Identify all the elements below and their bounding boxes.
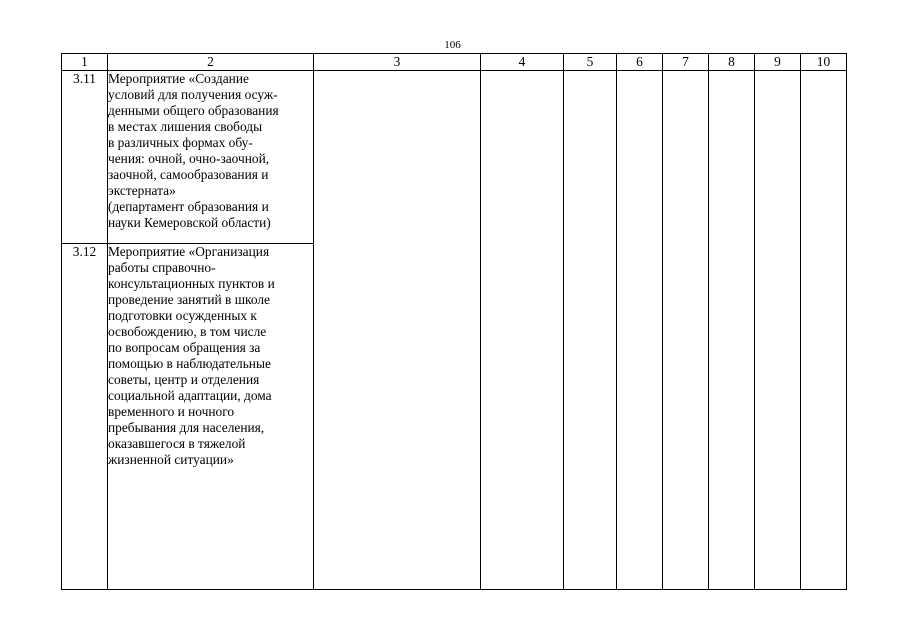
column-header-8: 8 — [709, 54, 755, 71]
measure-description: Мероприятие «Создание условий для получения осуж- денными общего образования в местах лишения свободы в различных формах обу- чения: очной, очно-заочной, заочной, самообразования и экстерната» (департамент образования и науки Кемеровской области) — [108, 71, 314, 244]
column-header-7: 7 — [663, 54, 709, 71]
program-table — [61, 53, 847, 590]
column-header-1: 1 — [62, 54, 108, 71]
cell-column-4 — [481, 71, 564, 590]
row-number: 3.11 — [62, 71, 108, 244]
page-number: 106 — [444, 39, 461, 51]
cell-column-5 — [564, 71, 617, 590]
column-header-3: 3 — [314, 54, 481, 71]
column-header-2: 2 — [108, 54, 314, 71]
measure-description: Мероприятие «Организация работы справочно- консультационных пунктов и проведение занятий в школе подготовки осужденных к освобождению, в том числе по вопросам обращения за помощью в наблюдательные советы, центр и отделения социальной адаптации, дома временного и ночного пребывания для населения, оказавшегося в тяжелой жизненной ситуации» — [108, 244, 314, 590]
column-header-10: 10 — [801, 54, 847, 71]
row-number: 3.12 — [62, 244, 108, 590]
cell-column-3 — [314, 71, 481, 590]
cell-column-7 — [663, 71, 709, 590]
column-header-5: 5 — [564, 54, 617, 71]
table-row — [62, 71, 847, 244]
column-header-6: 6 — [617, 54, 663, 71]
cell-column-6 — [617, 71, 663, 590]
cell-column-8 — [709, 71, 755, 590]
cell-column-10 — [801, 71, 847, 590]
column-header-4: 4 — [481, 54, 564, 71]
table-header-row — [62, 54, 847, 71]
cell-column-9 — [755, 71, 801, 590]
column-header-9: 9 — [755, 54, 801, 71]
